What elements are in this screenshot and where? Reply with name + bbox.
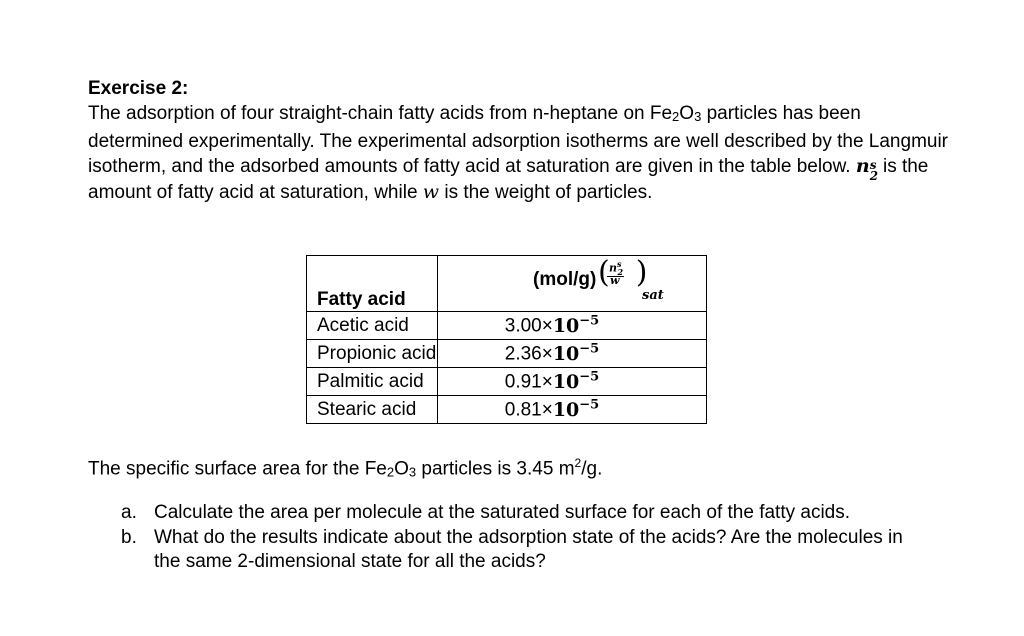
right-paren: ) — [635, 255, 648, 290]
saturation-value: $3.00\times 10^{-5}$ — [438, 312, 707, 340]
question-list — [121, 501, 921, 575]
header-unit: (mol/g) — [533, 269, 597, 290]
saturation-value: $0.81\times 10^{-5}$ — [438, 396, 707, 424]
intro-text-2: O — [679, 103, 695, 124]
saturation-value: $0.91\times 10^{-5}$ — [438, 368, 707, 396]
question-label: b. — [121, 526, 137, 548]
saturation-table — [306, 255, 707, 424]
table-row — [307, 368, 707, 396]
intro-text-5: is the weight of particles. — [439, 181, 653, 203]
acid-name: Acetic acid — [307, 312, 438, 340]
table-row — [307, 340, 707, 368]
symbol-n-sub: 2 — [869, 169, 879, 183]
fraction-numerator: $n^s_2$ — [609, 259, 624, 277]
surface-sup-2: 2 — [574, 456, 582, 470]
header-fraction — [598, 255, 664, 303]
saturation-value: $2.36\times 10^{-5}$ — [438, 340, 707, 368]
surface-area-statement — [88, 451, 602, 484]
symbol-w: w — [422, 180, 440, 203]
question-item — [121, 526, 921, 575]
intro-sub-2: 2 — [672, 109, 680, 124]
surface-text-3: particles is 3.45 m — [416, 458, 575, 480]
fraction-subscript: sat — [642, 288, 664, 303]
symbol-n2s — [855, 155, 879, 183]
surface-text-4: /g. — [581, 458, 603, 480]
table-row — [307, 396, 707, 424]
intro-sub-3: 3 — [694, 109, 702, 124]
surface-sub-3: 3 — [408, 464, 417, 480]
acid-name: Stearic acid — [307, 396, 438, 424]
acid-name: Palmitic acid — [307, 368, 438, 396]
symbol-n-sup: s — [869, 158, 877, 172]
question-label: a. — [121, 502, 137, 523]
intro-text-3: particles has been determined experimentally. The experimental adsorption isotherms are well described by the Langmuir isotherm, and the adsorbed amounts of fatty acid at saturation are given in the table below. — [88, 103, 949, 177]
question-text: What do the results indicate about the adsorption state of the acids? Are the molecules in the same 2-dimensional state for all the acids? — [154, 526, 903, 572]
header-saturation-amount — [438, 256, 707, 312]
left-paren: ( — [598, 255, 610, 290]
fraction-denominator: w — [610, 274, 620, 287]
exercise-heading: Exercise 2: — [88, 78, 189, 99]
surface-text-1: The specific surface area for the Fe — [88, 458, 387, 480]
header-fatty-acid: Fatty acid — [307, 256, 438, 312]
intro-text-4: is the amount of fatty acid at saturation, while — [88, 156, 929, 203]
symbol-n: n — [855, 155, 870, 177]
question-text: Calculate the area per molecule at the saturated surface for each of the fatty acids. — [154, 502, 851, 523]
table-header-row — [307, 256, 707, 312]
intro-text-1: The adsorption of four straight-chain fatty acids from n-heptane on Fe — [88, 103, 673, 124]
table-row — [307, 312, 707, 340]
symbol-n-scripts — [869, 158, 879, 183]
surface-text-2: O — [394, 458, 409, 480]
question-item — [121, 501, 921, 526]
table-body — [307, 312, 707, 424]
intro-paragraph — [88, 102, 948, 205]
surface-sub-2: 2 — [386, 464, 395, 480]
acid-name: Propionic acid — [307, 340, 438, 368]
